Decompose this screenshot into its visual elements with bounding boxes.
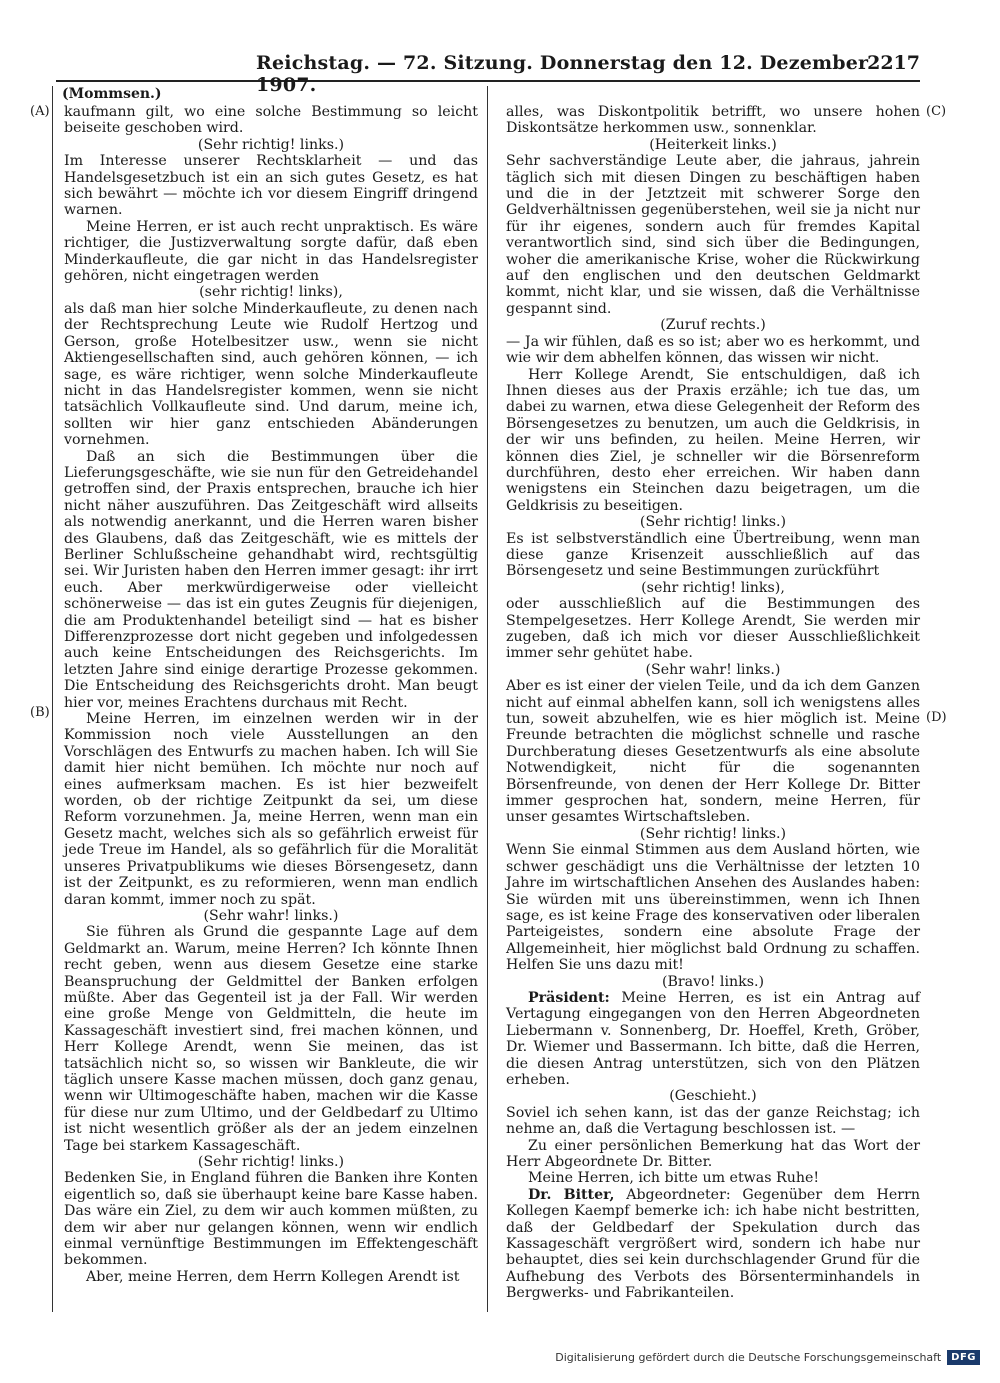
- paragraph: [506, 1187, 920, 1302]
- paragraph-text: Soviel ich sehen kann, ist das der ganze Reichstag; ich nehme an, daß die Vertagung beschlossen ist. —: [506, 1104, 920, 1138]
- left-column: [64, 104, 478, 1285]
- paragraph-text: als daß man hier solche Minderkaufleute, zu denen nach der Rechtsprechung Leute wie Rudolf Hertzog und Gerson, große Hotelbesitzer usw., wenn sie nicht Aktiengesellschaften sind, auch gehören können, — ich sage, es wäre richtiger, wenn solche Minderkaufleute nicht in das Handelsregister kommen, wenn sie nicht tatsächlich Vollkaufleute sind. Und darum, meine ich, sollten wir hier ganz entschieden Abänderungen vornehmen.: [64, 300, 478, 449]
- paragraph-text: (Sehr richtig! links.): [197, 136, 345, 153]
- paragraph-text: (Sehr wahr! links.): [203, 907, 339, 924]
- footer: [555, 1350, 980, 1365]
- paragraph: [506, 531, 920, 580]
- speaker-name: Präsident:: [528, 989, 610, 1006]
- paragraph: [64, 219, 478, 285]
- paragraph-text: Bedenken Sie, in England führen die Banken ihre Konten eigentlich so, daß sie überhaupt keine bare Kasse haben. Das wäre ein Ziel, zu dem wir auch kommen müßten, zu dem wir aber nur gelangen können, wenn wir endlich einmal vernünftige Bestimmungen im Effektengeschäft bekommen.: [64, 1170, 478, 1269]
- paragraph: [506, 842, 920, 973]
- paragraph-text: Zu einer persönlichen Bemerkung hat das Wort der Herr Abgeordnete Dr. Bitter.: [506, 1137, 920, 1170]
- dfg-logo-icon: DFG: [947, 1350, 980, 1365]
- paragraph-text: Aber, meine Herren, dem Herrn Kollegen Arendt ist: [86, 1268, 460, 1285]
- paragraph: [506, 104, 920, 137]
- paragraph: [506, 678, 920, 826]
- paragraph-text: (Bravo! links.): [661, 973, 765, 990]
- paragraph-text: (Zuruf rechts.): [660, 317, 766, 334]
- paragraph: [506, 990, 920, 1088]
- paragraph-text: Herr Kollege Arendt, Sie entschuldigen, daß ich Ihnen dieses aus der Praxis erzähle; ich tue das, um dabei zu warnen, etwa diese Gelegenheit der Reform des Börsengesetzes zu benutzen, um auch die Geldkrisis, in der wir uns befinden, zu heilen. Meine Herren, wir können dies Ziel, je schneller wir die Börsenreform durchführen, desto eher erreichen. Wir haben dann wenigstens ein Steinchen dazu beigetragen, um die Geldkrisis zu beseitigen.: [506, 366, 920, 514]
- interjection: [506, 974, 920, 990]
- footer-credit: Digitalisierung gefördert durch die Deutsche Forschungsgemeinschaft: [555, 1351, 942, 1364]
- paragraph: [64, 1269, 478, 1285]
- paragraph: [64, 711, 478, 908]
- paragraph-text: (Geschieht.): [669, 1088, 757, 1105]
- paragraph-text: Meine Herren, im einzelnen werden wir in der Kommission noch viele Ausstellungen an den Vorschlägen des Entwurfs zu machen haben. Ich will Sie damit hier nicht bemühen. Ich möchte nur noch auf eines aufmerksam machen. Es ist hier bezweifelt worden, ob der richtige Zeitpunkt da sei, um diese Reform vorzunehmen. Ja, meine Herren, wenn man ein Gesetz macht, welches sich als so gefährlich erweist für jede Treue im Handel, als so gefährlich für die Moralität unseres Privatpublikums wie dieses Börsengesetz, dann ist der Zeitpunkt, es zu reformieren, wenn man endlich daran kommt, immer noch zu spät.: [64, 711, 478, 908]
- paragraph: [506, 153, 920, 317]
- margin-marker-c: (C): [926, 104, 947, 119]
- margin-marker-b: (B): [30, 705, 50, 720]
- paragraph-text: Abgeordneter: Gegenüber dem Herrn Kollegen Kaempf bemerke ich: ich habe nicht bestritten, daß der Geldbedarf der Spekulation durch das Kassageschäft vergrößert wird, sondern ich habe nur behauptet, dies sei kein durchschlagender Grund für die Aufhebung des Verbots des Börsenterminhandels in Bergwerks- und Fabrikanteilen.: [506, 1186, 920, 1302]
- interjection: [506, 580, 920, 596]
- paragraph-text: (Sehr wahr! links.): [645, 661, 781, 678]
- interjection: [506, 1088, 920, 1104]
- interjection: [506, 514, 920, 530]
- paragraph: [506, 1138, 920, 1171]
- interjection: [506, 317, 920, 333]
- paragraph-text: kaufmann gilt, wo eine solche Bestimmung so leicht beiseite geschoben wird.: [64, 104, 478, 137]
- paragraph-text: (Sehr richtig! links.): [197, 1154, 345, 1170]
- paragraph-text: (Sehr richtig! links.): [639, 825, 787, 842]
- paragraph: [64, 449, 478, 712]
- paragraph: [506, 1105, 920, 1138]
- paragraph-text: Meine Herren, es ist ein Antrag auf Vertagung eingegangen von den Herren Abgeordneten Liebermann v. Sonnenberg, Dr. Hoeffel, Kreth, Gröber, Dr. Wiemer und Bassermann. Ich bitte, daß die Herren, die diesen Antrag unterstützen, sich von den Plätzen erheben.: [506, 989, 920, 1088]
- margin-marker-d: (D): [926, 710, 947, 725]
- interjection: [506, 137, 920, 153]
- paragraph: [64, 924, 478, 1154]
- paragraph: [64, 1170, 478, 1268]
- paragraph-text: oder ausschließlich auf die Bestimmungen des Stempelgesetzes. Herr Kollege Arendt, Sie werden mir zugeben, daß ich mich vor dieser Ausschließlichkeit immer sehr gehütet habe.: [506, 596, 920, 662]
- interjection: [64, 1154, 478, 1170]
- paragraph-text: Im Interesse unserer Rechtsklarheit — und das Handelsgesetzbuch ist ein an sich gutes Gesetz, es hat sich bewährt — möchte ich vor diesem Eingriff dringend warnen.: [64, 153, 478, 219]
- paragraph: [64, 104, 478, 137]
- speaker-name: Dr. Bitter,: [528, 1186, 615, 1203]
- running-title: Reichstag. — 72. Sitzung. Donnerstag den 12. Dezember 1907.: [256, 52, 869, 96]
- paragraph: [506, 367, 920, 515]
- paragraph-text: Es ist selbstverständlich eine Übertreibung, wenn man diese ganze Krisenzeit ausschließlich auf das Börsengesetz und seine Bestimmungen zurückführt: [506, 530, 920, 580]
- paragraph-text: Daß an sich die Bestimmungen über die Lieferungsgeschäfte, wie sie nun für den Getreidehandel getroffen sind, der Praxis entsprechen, brauche ich hier nicht näher auszuführen. Das Zeitgeschäft wird allseits als notwendig anerkannt, und die Herren waren bisher des Glaubens, daß das Zeitgeschäft, wie es mittels der Berliner Schlußscheine gehandhabt wird, rechtsgültig sei. Wir Juristen haben den Herren immer gesagt: ihr irrt euch. Aber merkwürdigerweise oder vielleicht schönerweise — das ist ein gutes Zeugnis für diejenigen, die am Produktenhandel beteiligt sind — hat es bisher Differenzprozesse dort nicht gegeben und infolgedessen auch keine Entscheidungen des Reichsgerichts. Im letzten Jahre sind einige derartige Prozesse gekommen. Die Entscheidung des Reichsgerichts droht. Man beugt hier vor, meines Erachtens durchaus mit Recht.: [64, 448, 478, 711]
- paragraph-text: Meine Herren, ich bitte um etwas Ruhe!: [528, 1170, 820, 1187]
- margin-marker-a: (A): [30, 104, 50, 119]
- paragraph: [64, 301, 478, 449]
- paragraph-text: Aber es ist einer der vielen Teile, und da ich dem Ganzen nicht auf einmal abhelfen kann, soll ich wenigstens alles tun, soweit abzuhelfen, wie es hier möglich ist. Meine Freunde betrachten die möglichst schnelle und rasche Durchberatung dieses Gesetzentwurfs als eine absolute Notwendigkeit, nicht für die sogenannten Börsenfreunde, von denen der Herr Kollege Dr. Bitter immer gesprochen hat, sondern, meine Herren, für unser gesamtes Wirtschaftsleben.: [506, 678, 920, 826]
- paragraph: [64, 153, 478, 219]
- paragraph: [506, 334, 920, 367]
- paragraph-text: (sehr richtig! links),: [641, 579, 785, 596]
- column-separator: [487, 86, 488, 1312]
- paragraph-text: Sehr sachverständige Leute aber, die jahraus, jahrein täglich sich mit diesen Dingen zu beschäftigen haben und die in der Jetztzeit mit schwerer Sorge den Geldverhältnissen gegenüberstehen, weil sie ja nicht nur für ihr eigenes, sondern auch für fremdes Kapital verantwortlich sind, sind sich über die Bedingungen, woher die amerikanische Krise, woher die Rückwirkung auf den englischen und den deutschen Geldmarkt kommt, nicht klar, und sie wissen, daß die Verhältnisse gespannt sind.: [506, 153, 920, 317]
- page-number: 2217: [867, 52, 920, 74]
- speaker-tag: (Mommsen.): [62, 86, 162, 102]
- paragraph-text: Sie führen als Grund die gespannte Lage auf dem Geldmarkt an. Warum, meine Herren? Ich könnte Ihnen recht geben, wenn aus diesem Gesetze eine starke Beanspruchung der Geldmittel der Banken erfolgen müßte. Aber das Gegenteil ist ja der Fall. Wir werden eine große Menge von Geldmitteln, die heute im Kassageschäft investiert sind, frei machen können, und Herr Kollege Arendt, wenn Sie meinen, das ist tatsächlich nicht so, so wissen wir Bankleute, die wir täglich unsere Kasse machen müssen, doch ganz genau, wenn wir Ultimogeschäfte haben, machen wir die Kasse für diese nur zum Ultimo, und der Geldbedarf zu Ultimo ist nicht wesentlich größer als der an jedem einzelnen Tage bei starkem Kassageschäft.: [64, 924, 478, 1154]
- paragraph-text: Meine Herren, er ist auch recht unpraktisch. Es wäre richtiger, die Justizverwaltung sorgte dafür, daß eben Minderkaufleute, die gar nicht in das Handelsregister gehören, nicht eingetragen werden: [64, 218, 478, 285]
- left-margin-rule: [52, 86, 53, 1312]
- interjection: [64, 137, 478, 153]
- paragraph-text: (sehr richtig! links),: [199, 284, 343, 301]
- paragraph: [506, 596, 920, 662]
- interjection: [506, 662, 920, 678]
- paragraph-text: — Ja wir fühlen, daß es so ist; aber wo es herkommt, und wie wir dem abhelfen können, das wissen wir nicht.: [506, 333, 920, 367]
- paragraph-text: Wenn Sie einmal Stimmen aus dem Ausland hörten, wie schwer geschädigt uns die Verhältnisse der letzten 10 Jahre im wirtschaftlichen Ansehen des Auslandes haben: Sie würden mit uns übereinstimmen, wenn ich Ihnen sage, es ist keine Frage des konservativen oder liberalen Parteigeistes, sondern eine absolute Frage der Allgemeinheit, hier möglichst bald Ordnung zu schaffen. Helfen Sie uns dazu mit!: [506, 842, 920, 974]
- paragraph-text: alles, was Diskontpolitik betrifft, wo unsere hohen Diskontsätze herkommen usw., sonnenklar.: [506, 104, 920, 137]
- interjection: [64, 284, 478, 300]
- paragraph-text: (Sehr richtig! links.): [639, 514, 787, 531]
- interjection: [64, 908, 478, 924]
- paragraph-text: (Heiterkeit links.): [649, 136, 777, 153]
- interjection: [506, 826, 920, 842]
- paragraph: [506, 1170, 920, 1186]
- right-column: [506, 104, 920, 1302]
